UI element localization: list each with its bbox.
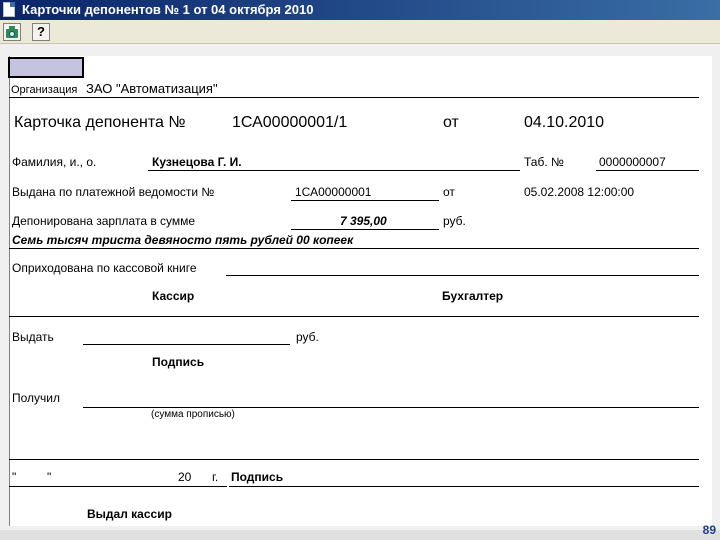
statement-date: 05.02.2008 12:00:00: [524, 185, 635, 199]
tab-value: 0000000007: [599, 155, 666, 169]
signature-label: Подпись: [152, 355, 205, 369]
cashier-label: Кассир: [152, 289, 195, 303]
amount-underline: [291, 229, 439, 230]
statement-number-underline: [291, 200, 439, 201]
card-from-label: от: [443, 114, 459, 131]
statement-from-label: от: [443, 185, 455, 199]
card-number: 1СА00000001/1: [232, 114, 348, 131]
window-title: Карточки депонентов № 1 от 04 октября 2010: [22, 2, 314, 17]
signature-underline: [229, 486, 699, 487]
rub-label: руб.: [443, 214, 466, 228]
statement-number: 1СА00000001: [295, 185, 372, 199]
bottom-bar: [0, 530, 720, 540]
card-date: 04.10.2010: [524, 114, 605, 131]
section-divider-2: [9, 459, 699, 460]
amount-words: Семь тысяч триста девяносто пять рублей 00 копеек: [12, 233, 354, 247]
camera-icon[interactable]: [3, 23, 21, 41]
issued-by-cashier: Выдал кассир: [87, 507, 172, 521]
accountant-label: Бухгалтер: [442, 289, 504, 303]
section-divider-1: [9, 316, 699, 317]
fio-label: Фамилия, и., о.: [12, 155, 97, 169]
org-underline: [9, 97, 699, 98]
deposited-amount: 7 395,00: [340, 214, 387, 228]
received-underline: [83, 407, 699, 408]
card-heading: Карточка депонента №: [14, 114, 186, 131]
tab-label: Таб. №: [524, 155, 564, 169]
page-number: 89: [702, 523, 716, 537]
amount-words-underline: [9, 248, 699, 249]
window-titlebar: [0, 0, 720, 20]
cashbook-underline: [226, 275, 699, 276]
org-label: Организация: [11, 84, 78, 96]
issue-rub-label: руб.: [296, 330, 319, 344]
date-underline: [9, 486, 227, 487]
received-label: Получил: [12, 391, 60, 405]
quote-open: ": [12, 470, 17, 484]
sum-words-hint: (сумма прописью): [151, 409, 235, 420]
tab-underline: [596, 170, 699, 171]
color-swatch: [8, 57, 84, 78]
issue-label: Выдать: [12, 330, 54, 344]
document-icon: [3, 2, 15, 17]
quote-close: ": [47, 470, 52, 484]
cashbook-label: Оприходована по кассовой книге: [12, 261, 197, 275]
issue-underline: [83, 344, 290, 345]
deposited-label: Депонирована зарплата в сумме: [12, 214, 196, 228]
org-value: ЗАО "Автоматизация": [86, 81, 218, 96]
fio-value: Кузнецова Г. И.: [152, 155, 242, 169]
issued-label: Выдана по платежной ведомости №: [12, 185, 215, 199]
toolbar: [0, 20, 720, 44]
year-prefix: 20: [178, 470, 192, 484]
fio-underline: [148, 170, 520, 171]
year-suffix: г.: [212, 470, 219, 484]
signature-label-2: Подпись: [231, 470, 284, 484]
help-icon[interactable]: ?: [32, 23, 50, 41]
